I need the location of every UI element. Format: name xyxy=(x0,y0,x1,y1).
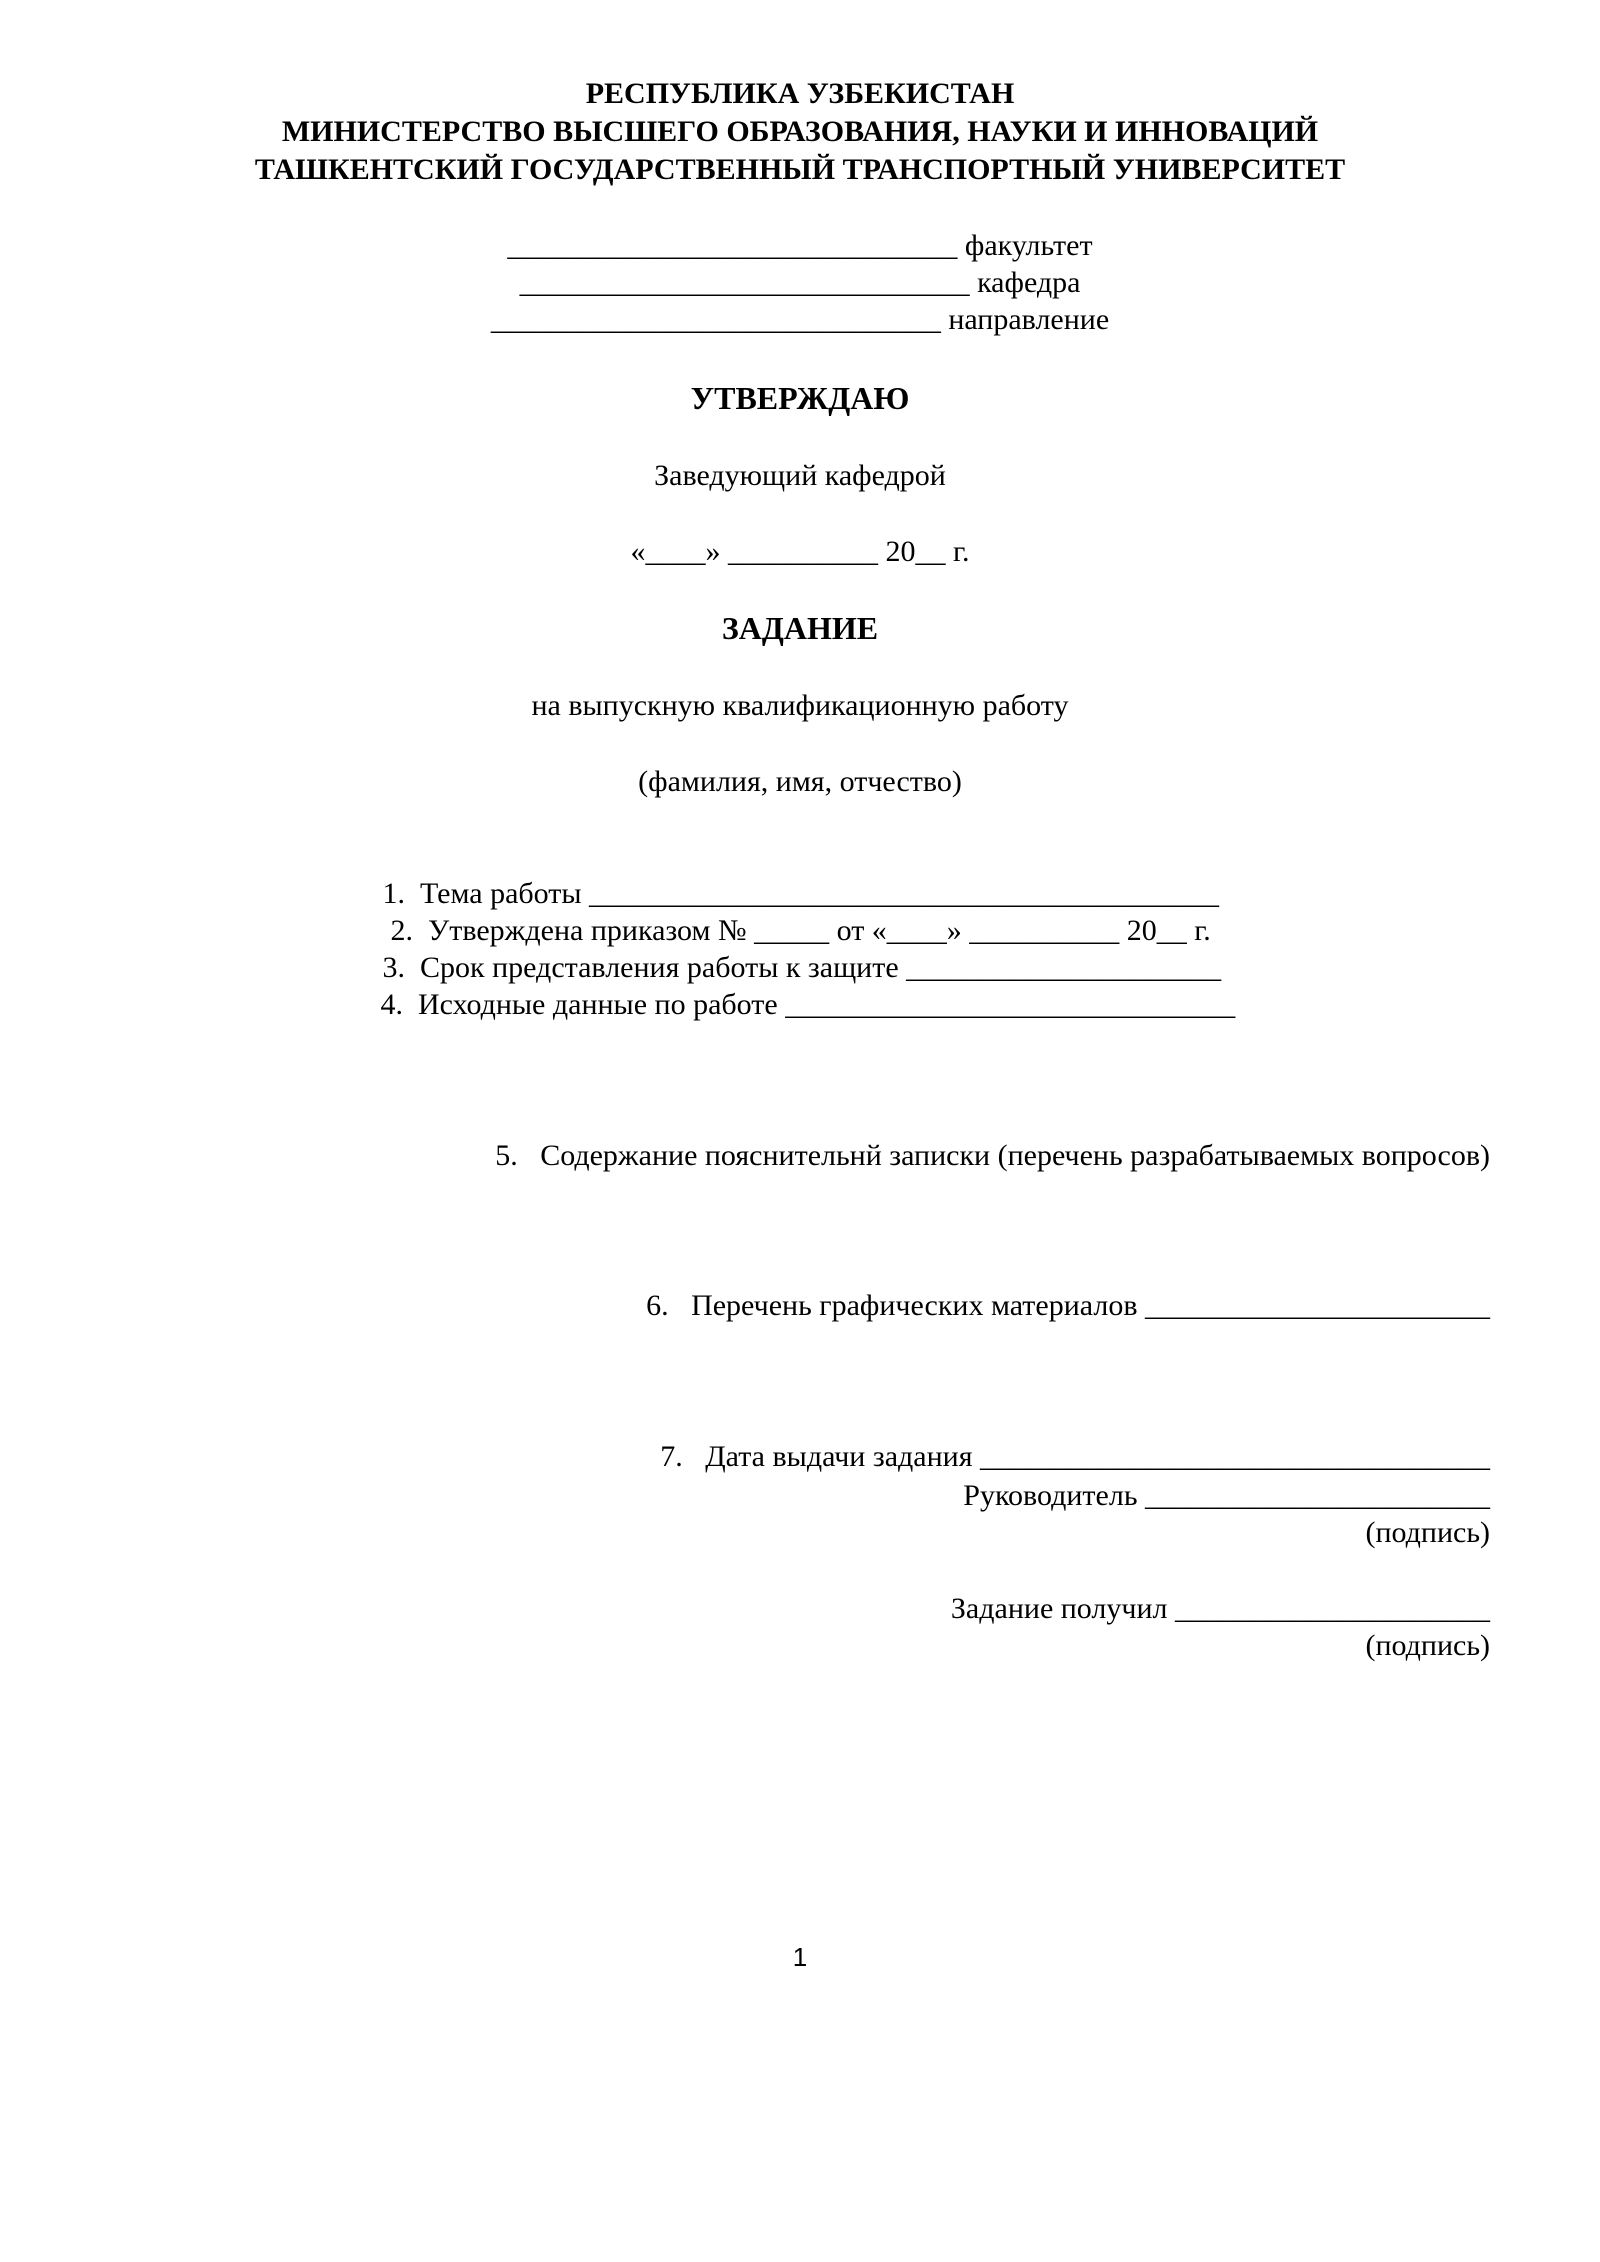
received-signature-line: Задание получил _____________________ xyxy=(950,1592,1490,1625)
supervisor-signature-hint: (подпись) xyxy=(1365,1516,1490,1549)
page-number: 1 xyxy=(792,1942,808,1972)
list-item-number: 6. xyxy=(646,1289,669,1322)
header-republic: РЕСПУБЛИКА УЗБЕКИСТАН xyxy=(585,77,1015,110)
header-university: ТАШКЕНТСКИЙ ГОСУДАРСТВЕННЫЙ ТРАНСПОРТНЫЙ УНИВЕРСИТЕТ xyxy=(254,153,1346,186)
received-signature-hint: (подпись) xyxy=(1365,1629,1490,1662)
supervisor-signature-line: Руководитель _______________________ xyxy=(963,1479,1490,1512)
direction-field: ______________________________ направление xyxy=(490,303,1110,336)
list-item xyxy=(480,1102,1490,1174)
list-item-text: Срок представления работы к защите _____________________ xyxy=(420,951,1222,984)
header-ministry: МИНИСТЕРСТВО ВЫСШЕГО ОБРАЗОВАНИЯ, НАУКИ И ИННОВАЦИЙ xyxy=(281,115,1319,148)
list-item-number: 4. xyxy=(380,988,403,1021)
list-item xyxy=(631,1252,1490,1324)
task-title: ЗАДАНИЕ xyxy=(721,610,879,646)
list-item-number: 1. xyxy=(382,877,405,910)
list-item xyxy=(645,1403,1490,1475)
list-item-text: Содержание пояснительнй записки (перечень разрабатываемых вопросов) xyxy=(540,1139,1490,1172)
list-item-text: Утверждена приказом № _____ от «____» __________ 20__ г. xyxy=(428,914,1211,947)
list-item-number: 3. xyxy=(382,951,405,984)
task-name-hint: (фамилия, имя, отчество) xyxy=(638,765,962,798)
list-item-text: Перечень графических материалов _______________________ xyxy=(691,1289,1490,1322)
list-item xyxy=(360,951,1235,1023)
approval-title: УТВЕРЖДАЮ xyxy=(690,380,910,416)
list-item-text: Тема работы __________________________________________ xyxy=(420,877,1220,910)
task-subtitle: на выпускную квалификационную работу xyxy=(531,689,1069,722)
approval-date: «____» __________ 20__ г. xyxy=(630,535,970,568)
faculty-field: ______________________________ факультет xyxy=(507,229,1093,262)
department-field: ______________________________ кафедра xyxy=(519,266,1081,299)
list-item-text: Дата выдачи задания __________________________________ xyxy=(705,1440,1490,1473)
list-item-number: 5. xyxy=(495,1139,518,1172)
list-item-text: Исходные данные по работе ______________________________ xyxy=(418,988,1236,1021)
approval-position: Заведующий кафедрой xyxy=(654,459,946,492)
list-item-number: 2. xyxy=(390,914,413,947)
list-item-number: 7. xyxy=(660,1440,683,1473)
